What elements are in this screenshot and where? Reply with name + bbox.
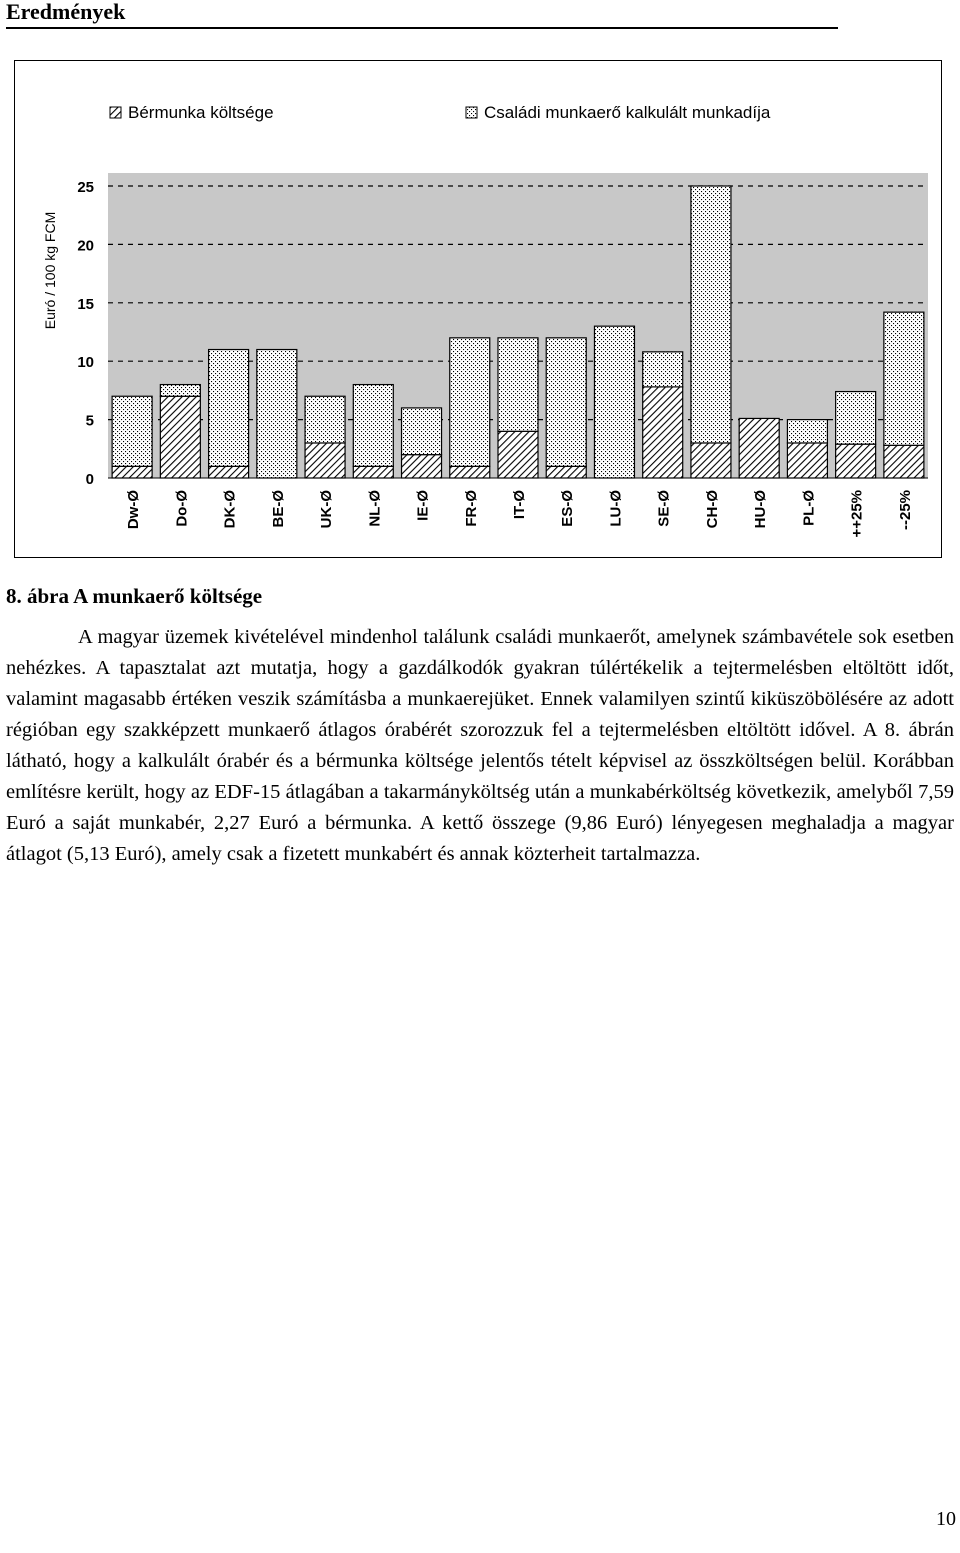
- bar-bermunka: [112, 466, 152, 478]
- x-tick-label: PL-Ø: [800, 490, 818, 526]
- y-tick-label: 25: [77, 179, 94, 196]
- x-tick-label: FR-Ø: [462, 490, 480, 527]
- legend-swatch: [466, 107, 477, 118]
- x-tick-label: ++25%: [848, 490, 866, 538]
- y-tick-label: 5: [85, 412, 94, 430]
- legend-swatch: [110, 107, 121, 118]
- stacked-bar-chart: [15, 61, 943, 559]
- body-paragraph: A magyar üzemek kivételével mindenhol találunk családi munkaerőt, amelynek számbavétele sok esetben nehézkes. A tapasztalat azt mutatja, hogy a gazdálkodók gyakran túlértékelik a tejtermelésben eltöltött időt, valamint magasabb értéken veszik számításba a munkaerejüket. Ennek valamilyen szintű kiküszöbölésére az adott régióban egy szakképzett munkaerő átlagos órabérét szorozzuk fel a tejtermelésben eltöltött idővel. A 8. ábrán látható, hogy a kalkulált órabér és a bérmunka költsége jelentős tételt képvisel az összköltségen belül. Korábban említésre került, hogy az EDF-15 átlagában a takarmányköltség után a munkabérköltség következik, amelyből 7,59 Euró a saját munkabér, 2,27 Euró a bérmunka. A kettő összege (9,86 Euró) lényegesen meghaladja a magyar átlagot (5,13 Euró), amely csak a fizetett munkabért és annak közterheit tartalmazza.: [6, 626, 954, 865]
- bar-csaladi-munkaero: [353, 385, 393, 467]
- bar-csaladi-munkaero: [209, 350, 249, 467]
- legend-label: Családi munkaerő kalkulált munkadíja: [484, 103, 771, 122]
- bar-csaladi-munkaero: [787, 420, 827, 443]
- page-number: 10: [936, 1508, 956, 1530]
- x-tick-label: SE-Ø: [655, 490, 673, 527]
- bar-bermunka: [450, 466, 490, 478]
- bar-bermunka: [836, 444, 876, 478]
- x-tick-label: BE-Ø: [269, 490, 287, 528]
- bar-csaladi-munkaero: [498, 338, 538, 431]
- bar-bermunka: [691, 443, 731, 478]
- x-tick-label: IE-Ø: [414, 490, 432, 521]
- bar-bermunka: [884, 445, 924, 478]
- bar-bermunka: [739, 418, 779, 478]
- x-tick-label: ES-Ø: [559, 490, 577, 527]
- figure-caption: 8. ábra A munkaerő költsége: [6, 584, 263, 608]
- y-tick-label: 0: [85, 471, 94, 488]
- legend-label: Bérmunka költsége: [128, 103, 274, 122]
- bar-csaladi-munkaero: [836, 392, 876, 445]
- bar-csaladi-munkaero: [594, 326, 634, 478]
- bar-csaladi-munkaero: [691, 186, 731, 443]
- bar-bermunka: [353, 466, 393, 478]
- bar-bermunka: [305, 443, 345, 478]
- bar-csaladi-munkaero: [160, 385, 200, 397]
- x-tick-label: CH-Ø: [703, 490, 721, 529]
- bar-csaladi-munkaero: [402, 408, 442, 455]
- chart-frame: [14, 60, 942, 558]
- x-tick-label: DK-Ø: [221, 490, 239, 529]
- bar-csaladi-munkaero: [884, 312, 924, 445]
- bar-csaladi-munkaero: [257, 350, 297, 478]
- bar-bermunka: [209, 466, 249, 478]
- bar-bermunka: [402, 455, 442, 478]
- x-tick-label: LU-Ø: [607, 490, 625, 527]
- bar-bermunka: [787, 443, 827, 478]
- x-tick-label: IT-Ø: [511, 490, 528, 520]
- bar-csaladi-munkaero: [450, 338, 490, 466]
- x-tick-label: Do-Ø: [173, 490, 191, 527]
- bar-bermunka: [643, 387, 683, 478]
- y-tick-label: 20: [77, 237, 94, 255]
- y-axis-label: Euró / 100 kg FCM: [42, 211, 58, 330]
- bar-bermunka: [498, 431, 538, 478]
- bar-bermunka: [160, 396, 200, 478]
- bar-csaladi-munkaero: [305, 396, 345, 443]
- y-tick-label: 15: [77, 295, 94, 313]
- bar-csaladi-munkaero: [546, 338, 586, 466]
- x-tick-label: Dw-Ø: [125, 490, 143, 530]
- x-tick-label: HU-Ø: [752, 490, 770, 529]
- x-tick-label: --25%: [896, 490, 914, 531]
- x-tick-label: NL-Ø: [366, 490, 384, 527]
- bar-bermunka: [546, 466, 586, 478]
- bar-csaladi-munkaero: [643, 352, 683, 387]
- section-header: [6, 0, 838, 29]
- section-title: Eredmények: [6, 0, 126, 24]
- y-tick-label: 10: [77, 354, 94, 372]
- x-tick-label: UK-Ø: [318, 490, 336, 529]
- bar-csaladi-munkaero: [112, 396, 152, 466]
